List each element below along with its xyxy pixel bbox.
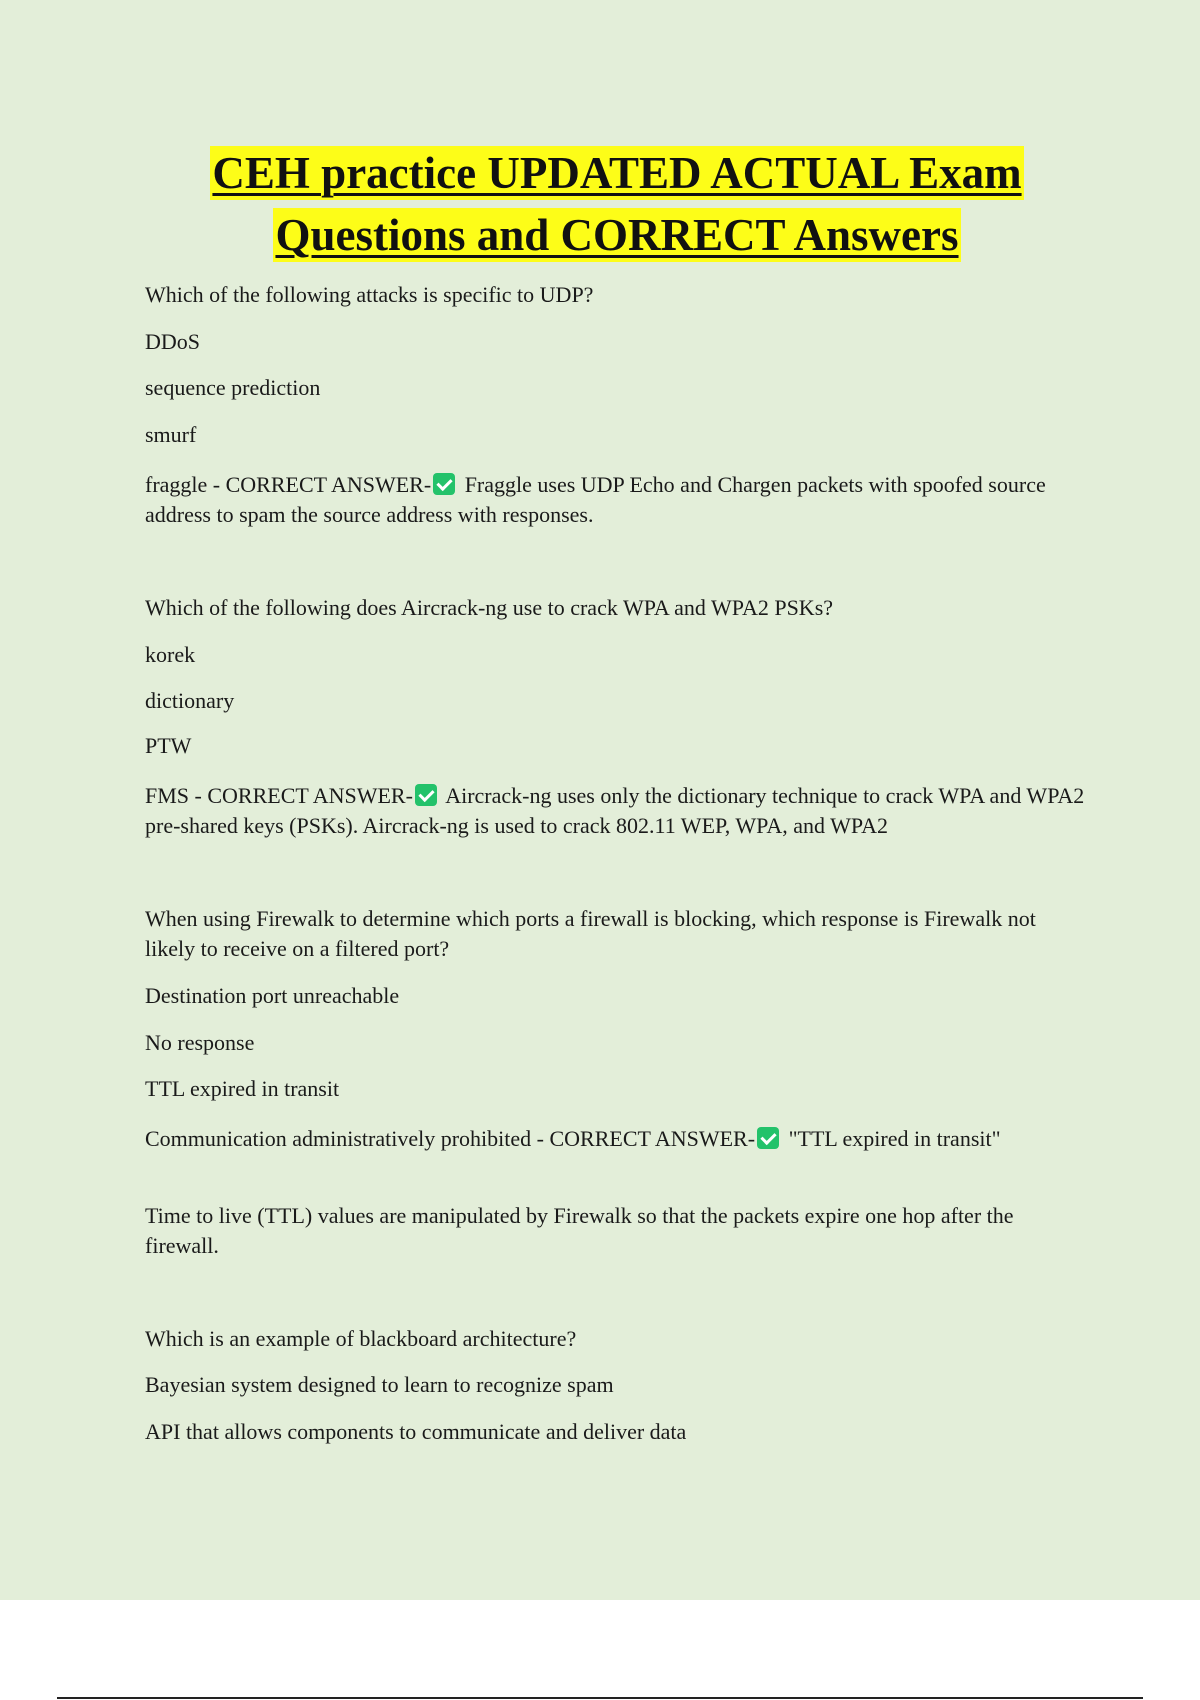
answer-label: FMS - CORRECT ANSWER- xyxy=(145,783,413,808)
document-title xyxy=(0,146,1200,262)
question-2-answer xyxy=(145,781,1090,841)
question-3-text: When using Firewalk to determine which ports a firewall is blocking, which response is Firewalk not likely to receive on a filtered port? xyxy=(145,906,1036,961)
answer-explanation: Aircrack-ng uses only the dictionary technique to crack WPA and WPA2 pre-shared keys (PSKs). Aircrack-ng is used to crack 802.11 WEP, WPA, and WPA2 xyxy=(145,783,1085,838)
question-1-answer xyxy=(145,470,1090,530)
question-1-option-3: smurf xyxy=(145,422,197,447)
footer-divider xyxy=(57,1697,1143,1699)
question-1-option-2: sequence prediction xyxy=(145,375,321,400)
check-icon xyxy=(757,1127,779,1149)
question-2-text: Which of the following does Aircrack-ng use to crack WPA and WPA2 PSKs? xyxy=(145,595,834,620)
answer-explanation: "TTL expired in transit" xyxy=(783,1126,1001,1151)
question-1-option-1: DDoS xyxy=(145,329,201,354)
question-4-option-2: API that allows components to communicate and deliver data xyxy=(145,1419,687,1444)
question-3-option-2: No response xyxy=(145,1030,255,1055)
question-1-text: Which of the following attacks is specific to UDP? xyxy=(145,282,594,307)
check-icon xyxy=(415,784,437,806)
check-icon xyxy=(433,473,455,495)
answer-explanation: Fraggle uses UDP Echo and Chargen packets with spoofed source address to spam the source address with responses. xyxy=(145,472,1046,527)
title-line-1: CEH practice UPDATED ACTUAL Exam xyxy=(212,148,1022,198)
question-3-explanation: Time to live (TTL) values are manipulated by Firewalk so that the packets expire one hop after the firewall. xyxy=(145,1203,1014,1258)
title-line-2: Questions and CORRECT Answers xyxy=(275,210,959,260)
question-4-option-1: Bayesian system designed to learn to recognize spam xyxy=(145,1372,614,1397)
question-2-option-3: PTW xyxy=(145,733,192,758)
question-4-text: Which is an example of blackboard architecture? xyxy=(145,1326,577,1351)
question-3-option-3: TTL expired in transit xyxy=(145,1076,340,1101)
question-3-answer xyxy=(145,1124,1090,1154)
question-2-option-1: korek xyxy=(145,642,196,667)
question-3-option-1: Destination port unreachable xyxy=(145,983,400,1008)
question-2-option-2: dictionary xyxy=(145,688,235,713)
answer-label: Communication administratively prohibited - CORRECT ANSWER- xyxy=(145,1126,756,1151)
answer-label: fraggle - CORRECT ANSWER- xyxy=(145,472,432,497)
